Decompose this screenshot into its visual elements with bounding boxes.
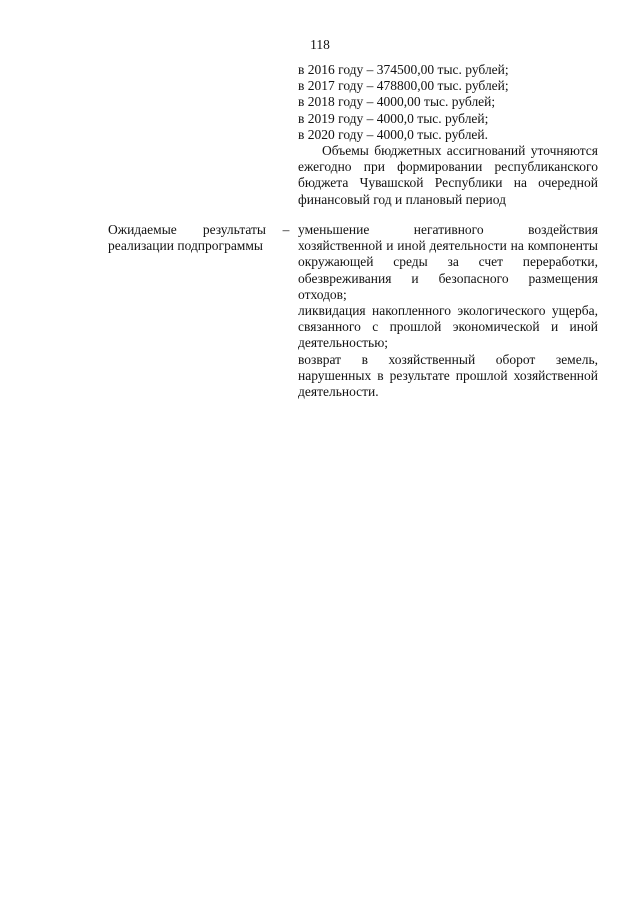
row-dash: – [282, 222, 290, 237]
funding-year-2016: в 2016 году – 374500,00 тыс. рублей; [298, 62, 509, 77]
expected-results-label: Ожидаемые результаты реализации подпрограммы [108, 222, 266, 254]
expected-results-content [298, 222, 598, 400]
result-item: ликвидация накопленного экологического ущерба, связанного с прошлой экономической и иной деятельностью; [298, 303, 598, 351]
funding-note: Объемы бюджетных ассигнований уточняются ежегодно при формировании республиканского бюджета Чувашской Республики на очередной финансовый год и плановый период [298, 143, 598, 207]
funding-year-2018: в 2018 году – 4000,00 тыс. рублей; [298, 94, 496, 110]
funding-year-2020: в 2020 году – 4000,0 тыс. рублей. [298, 126, 489, 142]
result-item: уменьшение негативного воздействия хозяйственной и иной деятельности на компоненты окружающей среды за счет переработки, обезвреживания и безопасного размещения отходов; [298, 222, 598, 302]
page-number: 118 [310, 37, 330, 52]
funding-year-2017: в 2017 году – 478800,00 тыс. рублей; [298, 78, 509, 94]
funding-year-2019: в 2019 году – 4000,0 тыс. рублей; [298, 110, 489, 126]
result-item: возврат в хозяйственный оборот земель, нарушенных в результате прошлой хозяйственной деятельности. [298, 351, 598, 400]
funding-block [298, 62, 598, 208]
